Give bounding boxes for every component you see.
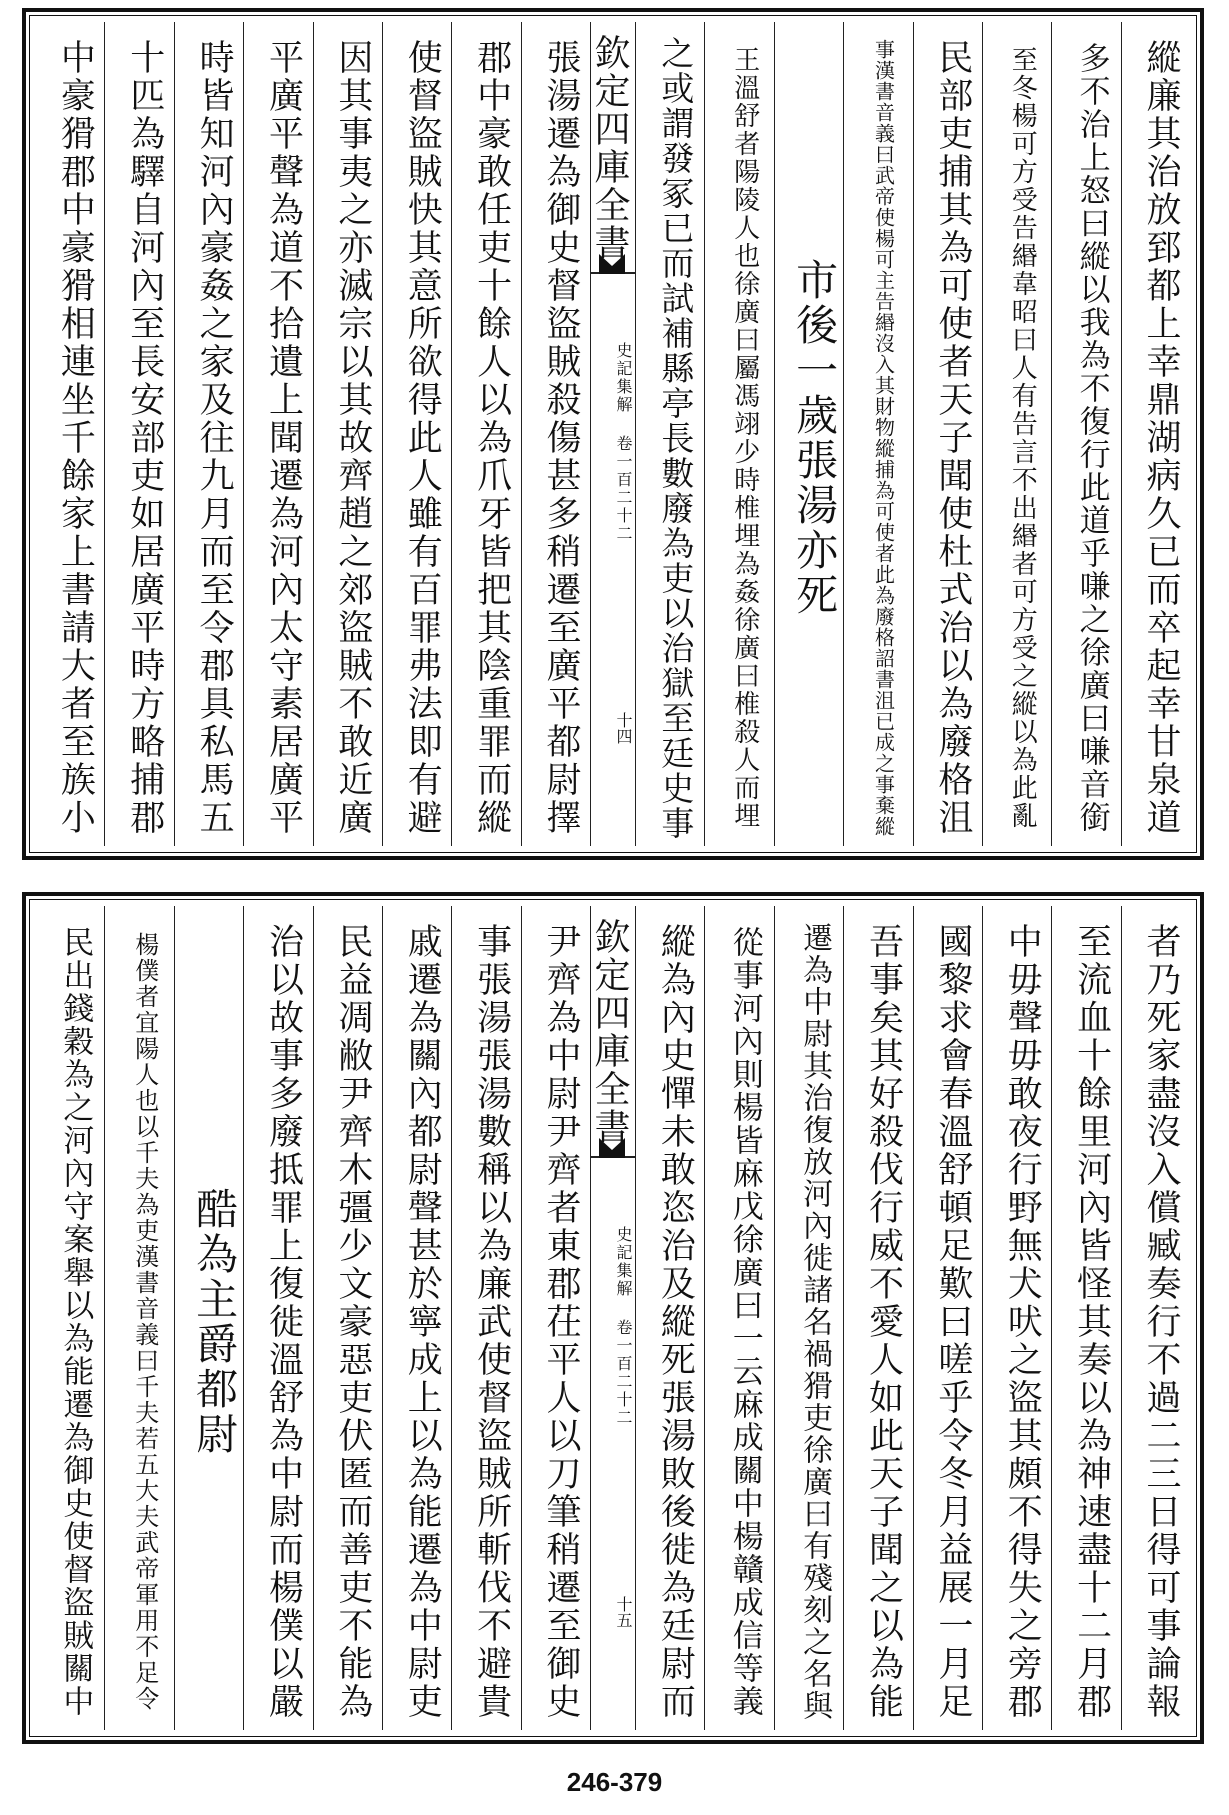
text-column: 使督盜賊快其意所欲得此人雖有百罪弗法即有避 [382,22,451,846]
text-column: 者乃死家盡沒入償臧奏行不過二三日得可事論報 [1121,906,1190,1730]
chapter-label: 史記集解 卷一百二十二 [614,342,633,543]
book-title: 欽定四庫全書 [591,918,635,1158]
text-column: 中毋聲毋敢夜行野無犬吠之盜其頗不得失之旁郡 [982,906,1051,1730]
text-column: 尹齊為中尉尹齊者東郡茌平人以刀筆稍遷至御史 [521,906,590,1730]
text-column: 酷為主爵都尉 [174,906,243,1730]
text-column: 國黎求會春溫舒頓足歎曰嗟乎令冬月益展一月足 [913,906,982,1730]
text-column: 民出錢穀為之河內守案舉以為能遷為御史使督盜賊關中 [57,926,94,1718]
text-column: 張湯遷為御史督盜賊殺傷甚多稍遷至廣平都尉擇 [521,22,590,846]
page-footer-number: 246-379 [566,1767,663,1797]
text-column: 時皆知河內豪姦之家及往九月而至令郡具私馬五 [174,22,243,846]
text-column: 從事河內則楊皆麻戊徐廣曰一云麻成關中楊贛成信等義 [704,906,773,1730]
text-column: 治以故事多廢抵罪上復徙溫舒為中尉而楊僕以嚴 [243,906,312,1730]
text-column: 楊僕者宜陽人也以千夫為吏漢書音義曰千夫若五大夫武帝軍用不足令 [104,906,173,1730]
text-column: 事漢書音義曰武帝使楊可主告緡沒入其財物縱捕為可使者此為廢格詔書沮已成之事棄縱 [843,22,912,846]
columns-top [36,22,1190,846]
text-column: 多不治上怒曰縱以我為不復行此道乎嗛之徐廣曰嗛音銜 [1051,22,1120,846]
text-column: 戚遷為關內都尉聲甚於寧成上以為能遷為中尉吏 [382,906,451,1730]
page-bottom [22,892,1204,1744]
text-column: 民益凋敝尹齊木彊少文豪惡吏伏匿而善吏不能為 [313,906,382,1730]
text-column: 之或謂發冢已而試補縣亭長數廢為吏以治獄至廷史事 [635,22,704,846]
columns-bottom [36,906,1190,1730]
text-column: 至流血十餘里河內皆怪其奏以為神速盡十二月郡 [1051,906,1120,1730]
text-column: 民部吏捕其為可使者天子聞使杜式治以為廢格沮 [913,22,982,846]
fishtail-mark-icon [599,1138,625,1158]
text-column: 至冬楊可方受告緡韋昭曰人有告言不出緡者可方受之縱以為此亂 [982,22,1051,846]
fishtail-mark-icon [599,254,625,274]
text-column: 郡中豪敢任吏十餘人以為爪牙皆把其陰重罪而縱 [451,22,520,846]
book-title: 欽定四庫全書 [591,34,635,274]
page-top [22,8,1204,860]
text-column: 遷為中尉其治復放河內徙諸名禍猾吏徐廣曰有殘刻之名與 [774,906,843,1730]
text-column: 王溫舒者陽陵人也徐廣曰屬馮翊少時椎埋為姦徐廣曰椎殺人而埋 [704,22,773,846]
text-column: 中豪猾郡中豪猾相連坐千餘家上書請大者至族小 [55,39,96,837]
center-margin [590,22,635,846]
text-column: 平廣平聲為道不拾遺上聞遷為河內太守素居廣平 [243,22,312,846]
text-column: 市後一歲張湯亦死 [774,22,843,846]
text-column: 十匹為驛自河內至長安部吏如居廣平時方略捕郡 [104,22,173,846]
text-column: 因其事夷之亦滅宗以其故齊趙之郊盜賊不敢近廣 [313,22,382,846]
page-number: 十五 [614,1596,633,1628]
text-column: 事張湯張湯數稱以為廉武使督盜賊所斬伐不避貴 [451,906,520,1730]
text-column: 縱廉其治放郅都上幸鼎湖病久已而卒起幸甘泉道 [1121,22,1190,846]
chapter-label: 史記集解 卷一百二十二 [614,1226,633,1427]
text-column: 縱為內史憚未敢恣治及縱死張湯敗後徙為廷尉而 [635,906,704,1730]
center-margin [590,906,635,1730]
text-column: 吾事矣其好殺伐行威不愛人如此天子聞之以為能 [843,906,912,1730]
page-number: 十四 [614,712,633,744]
